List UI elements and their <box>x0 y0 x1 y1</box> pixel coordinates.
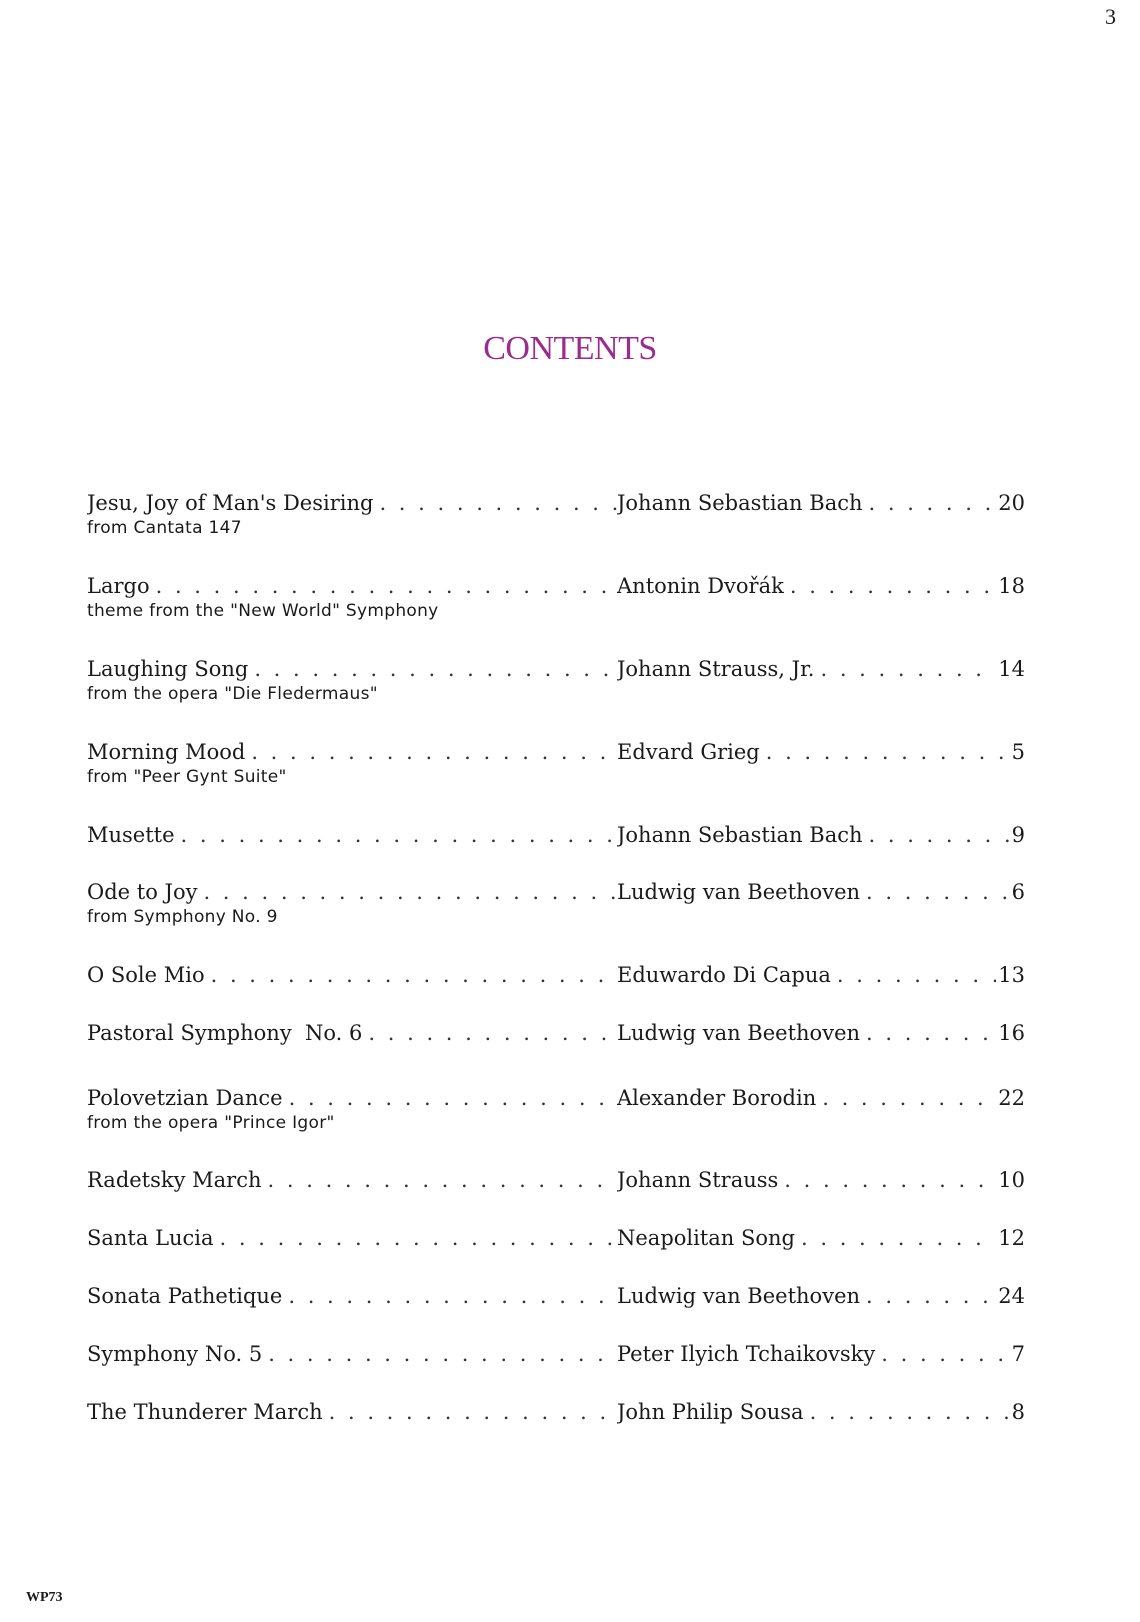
entry-page: 12 <box>998 1226 1025 1250</box>
entry-title: Ode to Joy <box>87 880 198 904</box>
entry-page: 13 <box>998 963 1025 987</box>
dot-leader <box>869 490 997 516</box>
toc-entry <box>87 490 1025 538</box>
dot-leader <box>866 879 1010 905</box>
toc-entry <box>87 1167 1025 1193</box>
toc-entry <box>87 1225 1025 1251</box>
entry-composer: Ludwig van Beethoven <box>617 880 861 904</box>
entry-title: Sonata Pathetique <box>87 1284 283 1308</box>
entry-title: Pastoral Symphony No. 6 <box>87 1021 363 1045</box>
dot-leader <box>822 1085 996 1111</box>
entry-page: 24 <box>998 1284 1025 1308</box>
dot-leader <box>801 1225 996 1251</box>
dot-leader <box>881 1341 1009 1367</box>
dot-leader <box>203 879 617 905</box>
entry-composer: Johann Strauss <box>617 1168 779 1192</box>
toc-entry <box>87 1020 1025 1046</box>
toc-entry <box>87 1085 1025 1133</box>
entry-subtitle: from the opera "Die Fledermaus" <box>87 684 378 704</box>
dot-leader <box>254 656 617 682</box>
dot-leader <box>866 1283 996 1309</box>
dot-leader <box>211 962 617 988</box>
entry-composer: Johann Strauss, Jr. <box>617 657 815 681</box>
entry-subtitle: from Symphony No. 9 <box>87 907 278 927</box>
dot-leader <box>837 962 996 988</box>
toc-entry <box>87 739 1025 787</box>
entry-subtitle: from "Peer Gynt Suite" <box>87 767 287 787</box>
dot-leader <box>181 822 617 848</box>
dot-leader <box>784 1167 996 1193</box>
entry-page: 10 <box>998 1168 1025 1192</box>
dot-leader <box>288 1283 617 1309</box>
toc-entry <box>87 962 1025 988</box>
entry-page: 7 <box>1011 1342 1025 1366</box>
entry-composer: John Philip Sousa <box>617 1400 804 1424</box>
entry-composer: Ludwig van Beethoven <box>617 1284 861 1308</box>
entry-page: 22 <box>998 1086 1025 1110</box>
dot-leader <box>368 1020 617 1046</box>
entry-composer: Edvard Grieg <box>617 740 760 764</box>
toc-entry <box>87 1341 1025 1367</box>
entry-composer: Alexander Borodin <box>617 1086 817 1110</box>
entry-composer: Antonin Dvořák <box>617 574 784 598</box>
footer-code: WP73 <box>26 1590 63 1605</box>
entry-subtitle: theme from the "New World" Symphony <box>87 601 439 621</box>
entry-title: Jesu, Joy of Man's Desiring <box>87 491 374 515</box>
toc-entry <box>87 573 1025 621</box>
entry-composer: Eduwardo Di Capua <box>617 963 831 987</box>
entry-title: The Thunderer March <box>87 1400 323 1424</box>
dot-leader <box>766 739 1010 765</box>
toc-entry <box>87 879 1025 927</box>
dot-leader <box>820 656 996 682</box>
toc-entry <box>87 822 1025 848</box>
dot-leader <box>268 1167 617 1193</box>
dot-leader <box>220 1225 617 1251</box>
page-title: CONTENTS <box>483 330 657 367</box>
entry-title: Laughing Song <box>87 657 249 681</box>
dot-leader <box>156 573 617 599</box>
toc-entry <box>87 1399 1025 1425</box>
entry-subtitle: from Cantata 147 <box>87 518 242 538</box>
toc-entry <box>87 656 1025 704</box>
entry-composer: Johann Sebastian Bach <box>617 491 863 515</box>
entry-title: Radetsky March <box>87 1168 262 1192</box>
entry-page: 9 <box>1011 823 1025 847</box>
entry-page: 6 <box>1011 880 1025 904</box>
entry-title: Largo <box>87 574 150 598</box>
entry-composer: Johann Sebastian Bach <box>617 823 863 847</box>
dot-leader <box>329 1399 617 1425</box>
entry-title: Symphony No. 5 <box>87 1342 263 1366</box>
entry-title: O Sole Mio <box>87 963 205 987</box>
entry-page: 8 <box>1011 1400 1025 1424</box>
dot-leader <box>289 1085 617 1111</box>
page-number: 3 <box>1105 4 1116 29</box>
entry-page: 16 <box>998 1021 1025 1045</box>
entry-page: 5 <box>1011 740 1025 764</box>
entry-subtitle: from the opera "Prince Igor" <box>87 1113 335 1133</box>
entry-title: Santa Lucia <box>87 1226 214 1250</box>
dot-leader <box>379 490 617 516</box>
dot-leader <box>866 1020 996 1046</box>
toc-entry <box>87 1283 1025 1309</box>
entry-composer: Neapolitan Song <box>617 1226 795 1250</box>
entry-title: Morning Mood <box>87 740 246 764</box>
entry-title: Polovetzian Dance <box>87 1086 283 1110</box>
dot-leader <box>810 1399 1010 1425</box>
dot-leader <box>268 1341 617 1367</box>
entry-page: 18 <box>998 574 1025 598</box>
dot-leader <box>869 822 1010 848</box>
entry-composer: Ludwig van Beethoven <box>617 1021 861 1045</box>
dot-leader <box>251 739 617 765</box>
dot-leader <box>790 573 996 599</box>
entry-title: Musette <box>87 823 175 847</box>
entry-page: 14 <box>998 657 1025 681</box>
entry-page: 20 <box>998 491 1025 515</box>
entry-composer: Peter Ilyich Tchaikovsky <box>617 1342 876 1366</box>
